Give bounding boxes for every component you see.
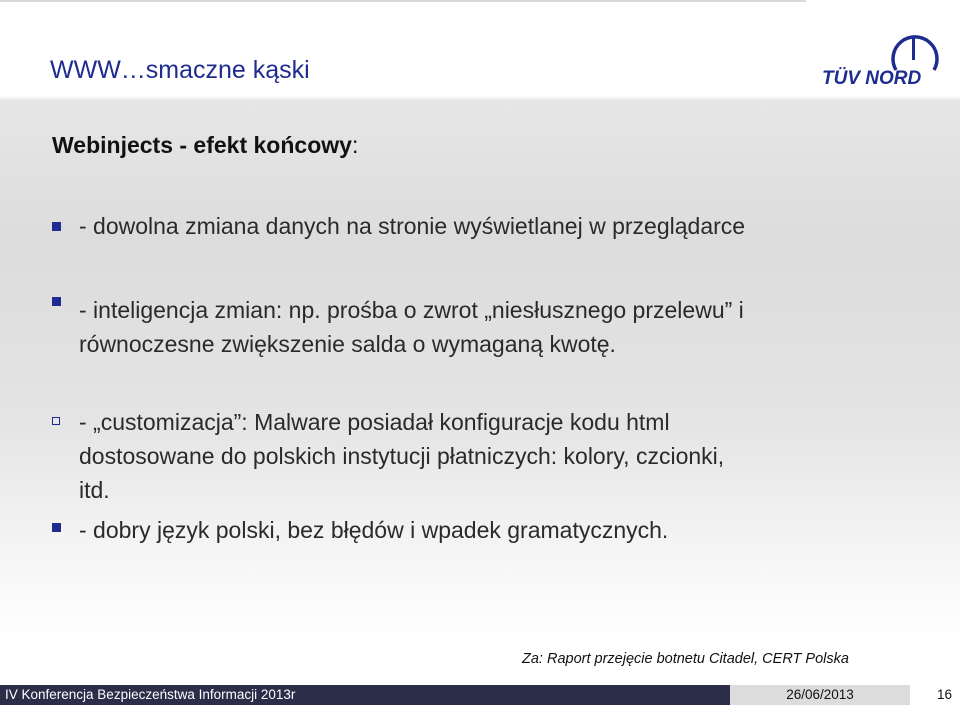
bullet-text [79, 513, 668, 547]
subtitle-bold: Webinjects - efekt końcowy [52, 132, 352, 158]
footer-date: 26/06/2013 [730, 685, 910, 705]
bullet-line: dostosowane do polskich instytucji płatniczych: kolory, czcionki, [79, 443, 725, 469]
bullet-line: - inteligencja zmian: np. prośba o zwrot „niesłusznego przelewu” i [79, 297, 744, 323]
slide-subtitle [52, 132, 358, 159]
bullet-text [79, 209, 745, 243]
subtitle-colon: : [351, 132, 359, 158]
bullet-line: - dobry język polski, bez błędów i wpadek gramatycznych. [79, 517, 669, 543]
slide-title: WWW…smaczne kąski [50, 56, 310, 84]
bullet-line: - „customizacja”: Malware posiadał konfiguracje kodu html [79, 409, 670, 435]
top-divider [0, 0, 806, 2]
bullet-line: równoczesne zwiększenie salda o wymaganą kwotę. [79, 331, 616, 357]
bullet-line: itd. [79, 477, 110, 503]
footer-bar [0, 685, 960, 705]
bullet-marker [52, 222, 61, 231]
footer-page-number: 16 [910, 685, 960, 705]
bullet-line: - dowolna zmiana danych na stronie wyświetlanej w przeglądarce [79, 213, 746, 239]
bullet-marker-hollow [52, 417, 60, 425]
source-citation: Za: Raport przejęcie botnetu Citadel, CERT Polska [522, 651, 849, 667]
bullet-text [79, 293, 744, 361]
svg-text:TÜV NORD: TÜV NORD [822, 68, 922, 89]
tuv-nord-logo [820, 30, 940, 90]
bullet-text [79, 405, 724, 507]
footer-conference: IV Konferencja Bezpieczeństwa Informacji 2013r [0, 685, 730, 705]
bullet-marker [52, 297, 61, 306]
bullet-marker [52, 523, 61, 532]
